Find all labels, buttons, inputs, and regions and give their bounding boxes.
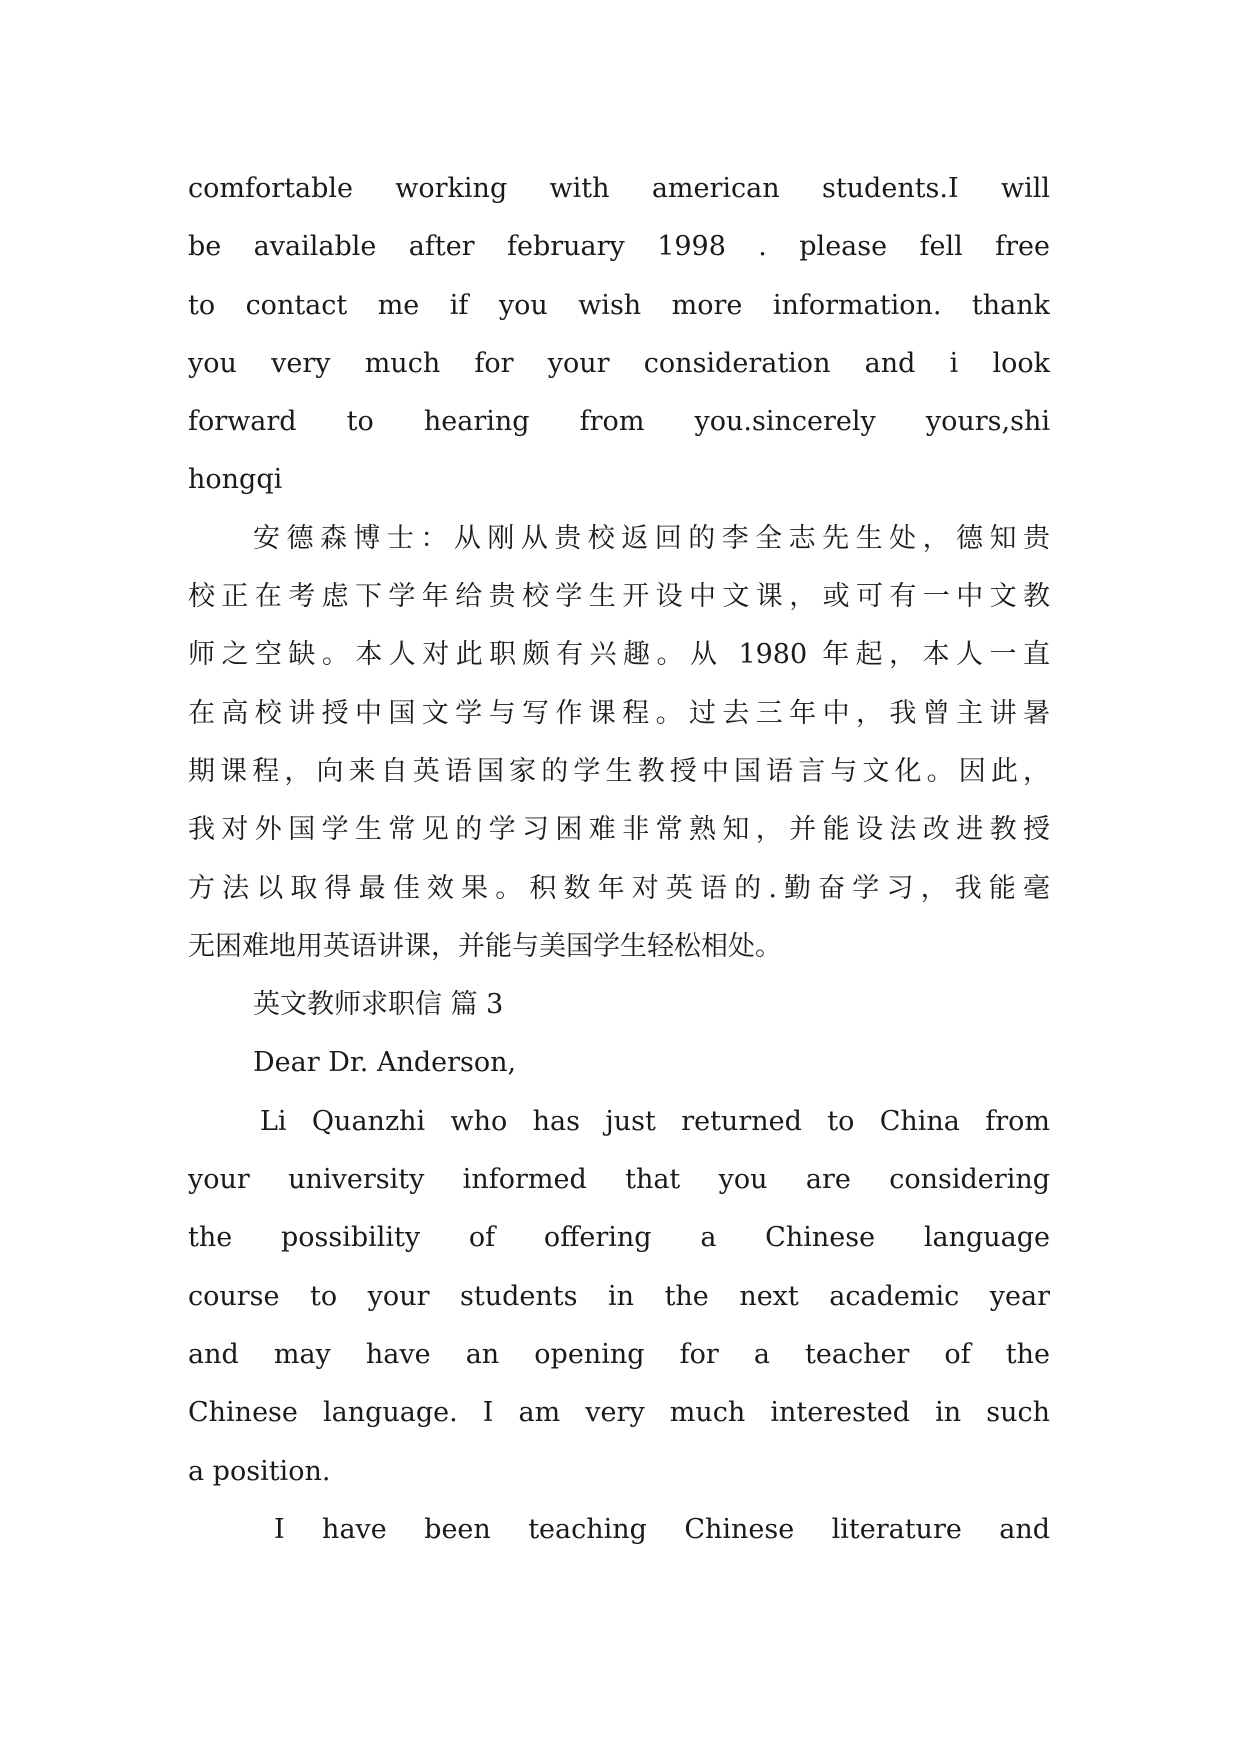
text-line: 期课程，向来自英语国家的学生教授中国语言与文化。因此， (188, 755, 1050, 787)
text-line: 师之空缺。本人对此职颇有兴趣。从 1980 年起，本人一直 (188, 639, 1050, 671)
text-line: I have been teaching Chinese literature and (274, 1513, 1050, 1545)
text-line: and may have an opening for a teacher of the (188, 1338, 1050, 1370)
text-line: be available after february 1998 . please fell free (188, 231, 1050, 263)
text-line: course to your students in the next academic year (188, 1280, 1050, 1312)
text-line: forward to hearing from you.sincerely yours,shi (188, 406, 1050, 438)
salutation: Dear Dr. Anderson, (253, 1047, 517, 1079)
text-line: your university informed that you are considering (188, 1164, 1050, 1196)
section-heading: 英文教师求职信 篇 3 (253, 989, 504, 1021)
text-line: Li Quanzhi who has just returned to China from (260, 1105, 1050, 1137)
text-line: 校正在考虑下学年给贵校学生开设中文课，或可有一中文教 (188, 581, 1050, 613)
text-line: 我对外国学生常见的学习困难非常熟知，并能设法改进教授 (188, 814, 1050, 846)
text-line: comfortable working with american students.I will (188, 173, 1050, 204)
text-line: 无困难地用英语讲课，并能与美国学生轻松相处。 (188, 930, 782, 962)
text-line: a position. (188, 1455, 331, 1487)
text-line: Chinese language. I am very much interested in such (188, 1397, 1050, 1429)
text-line: 安德森博士：从刚从贵校返回的李全志先生处，德知贵 (253, 522, 1050, 554)
text-line: 在高校讲授中国文学与写作课程。过去三年中，我曾主讲暑 (188, 697, 1050, 729)
document-body (188, 160, 1050, 1559)
text-line: 方法以取得最佳效果。积数年对英语的.勤奋学习，我能毫 (188, 872, 1050, 904)
text-line: hongqi (188, 464, 283, 496)
text-line: to contact me if you wish more information. thank (188, 289, 1050, 321)
text-line: the possibility of offering a Chinese language (188, 1222, 1050, 1254)
text-line: you very much for your consideration and i look (188, 347, 1050, 379)
